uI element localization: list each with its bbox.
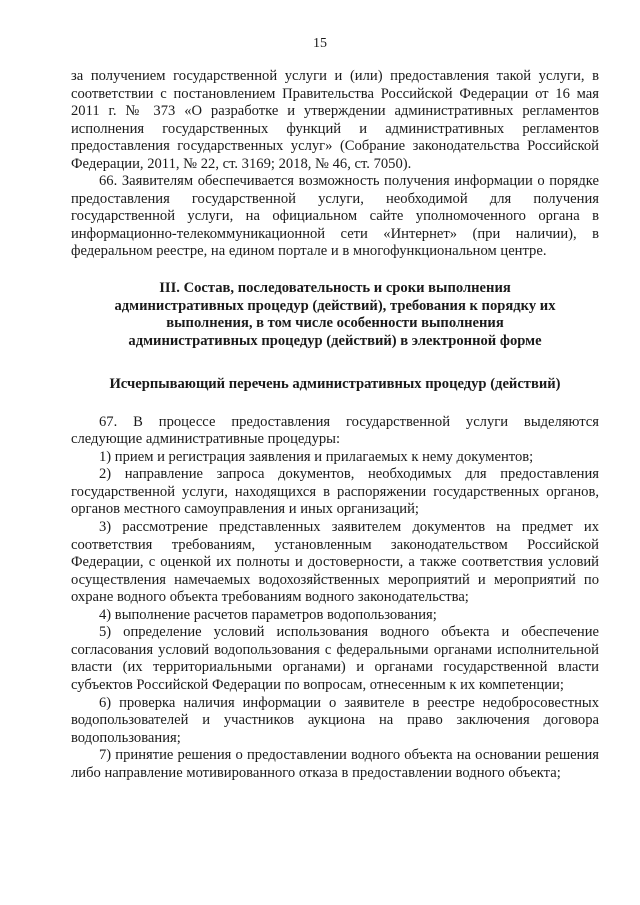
procedure-item-3: 3) рассмотрение представленных заявителем документов на предмет их соответствия требованиям, установленным законодательством Российской Федерации, с оценкой их полноты и достоверности, а также соответствия условий осуществления намечаемых водохозяйственных мероприятий и мероприятий по охране водного объекта требованиям водного законодательства;: [71, 519, 599, 606]
paragraph-66: 66. Заявителям обеспечивается возможность получения информации о порядке предоставления государственной услуги, необходимой для получения государственной услуги, на официальном сайте уполномоченного органа в информационно-телекоммуникационной сети «Интернет» (при наличии), в федеральном реестре, на едином портале и в многофункциональном центре.: [71, 173, 599, 260]
paragraph-continuation: за получением государственной услуги и (или) предоставления такой услуги, в соответствии с постановлением Правительства Российской Федерации от 16 мая 2011 г. № 373 «О разработке и утверждении административных регламентов исполнения государственных функций и административных регламентов предоставления государственных услуг» (Собрание законодательства Российской Федерации, 2011, № 22, ст. 3169; 2018, № 46, ст. 7050).: [71, 68, 599, 172]
procedure-item-7: 7) принятие решения о предоставлении водного объекта на основании решения либо направление мотивированного отказа в предоставлении водного объекта;: [71, 747, 599, 781]
paragraph-67-intro: 67. В процессе предоставления государственной услуги выделяются следующие административные процедуры:: [71, 413, 599, 448]
section-heading: III. Состав, последовательность и сроки выполнения административных процедур (действий), требования к порядку их выполнения, в том числе особенности выполнения административных процедур (действий) в электронной форме: [114, 280, 556, 349]
procedure-item-1: 1) прием и регистрация заявления и прилагаемых к нему документов;: [99, 448, 534, 465]
procedure-item-4: 4) выполнение расчетов параметров водопользования;: [99, 606, 437, 623]
procedure-item-6: 6) проверка наличия информации о заявителе в реестре недобросовестных водопользователей и участников аукциона на право заключения договора водопользования;: [71, 694, 599, 746]
procedure-item-5: 5) определение условий использования водного объекта и обеспечение согласования условий водопользования с федеральными органами исполнительной власти (их территориальными органами) и органами государственной власти субъектов Российской Федерации по вопросам, отнесенным к их компетенции;: [71, 624, 599, 693]
subsection-heading: Исчерпывающий перечень административных процедур (действий): [109, 376, 561, 393]
procedure-item-2: 2) направление запроса документов, необходимых для предоставления государственной услуги, находящихся в распоряжении государственных органов, органов местного самоуправления и иных организаций;: [71, 466, 599, 518]
document-body: [71, 68, 599, 782]
page-number: 15: [313, 36, 327, 51]
